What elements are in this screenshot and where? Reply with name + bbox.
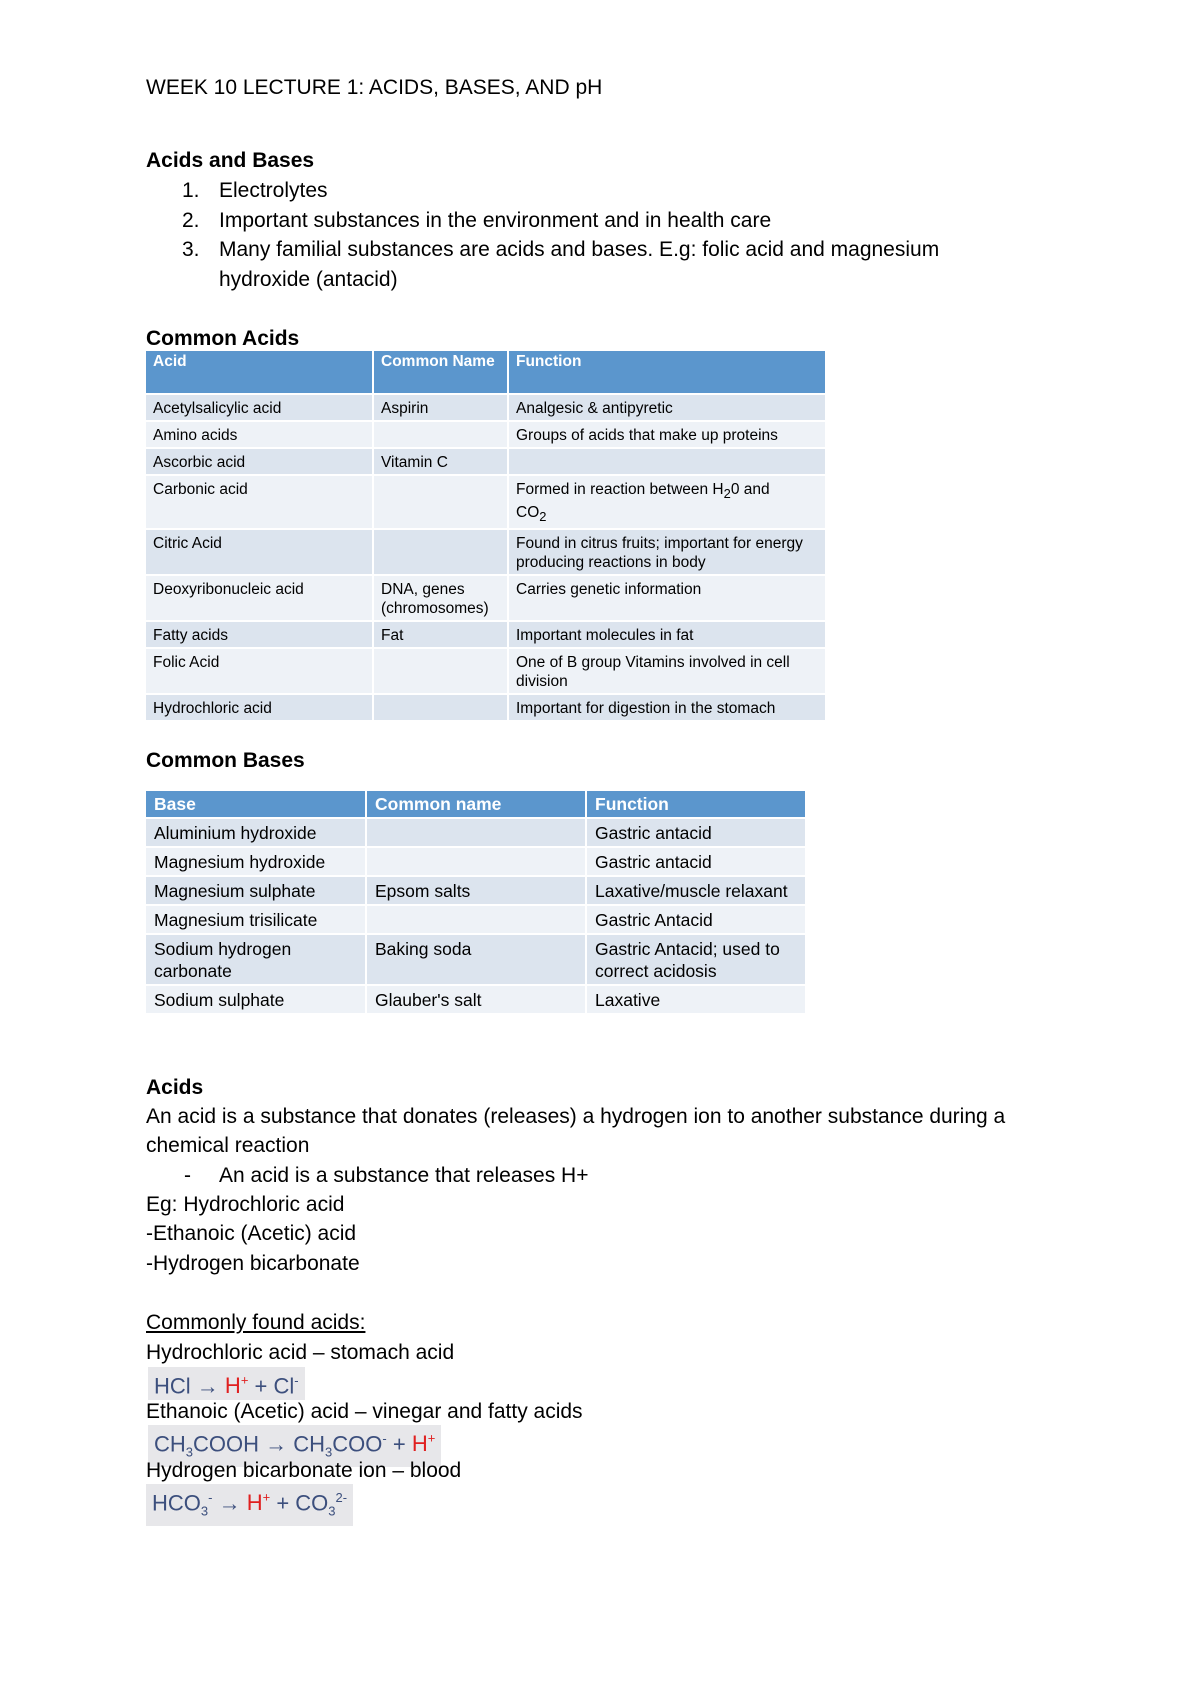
list-number: 3. — [182, 238, 200, 261]
table-cell: Baking soda — [366, 934, 586, 985]
table-cell: Fatty acids — [146, 621, 373, 648]
example-line: -Ethanoic (Acetic) acid — [146, 1222, 357, 1245]
table-cell — [373, 694, 508, 721]
table-cell: Gastric antacid — [586, 818, 806, 847]
table-row — [146, 818, 806, 847]
table-cell: Laxative/muscle relaxant — [586, 876, 806, 905]
table-row — [146, 575, 826, 621]
hcl-equation: HCl → H+ + Cl- — [148, 1367, 305, 1400]
table-cell — [508, 448, 826, 475]
table-cell: Magnesium hydroxide — [146, 847, 366, 876]
bases-header-common-name: Common name — [366, 791, 586, 818]
table-cell — [373, 475, 508, 529]
acids-and-bases-list — [146, 176, 1006, 294]
bicarb-label: Hydrogen bicarbonate ion – blood — [146, 1459, 462, 1482]
acid-bullet: An acid is a substance that releases H+ — [219, 1164, 589, 1187]
carbonic-function-cell: Formed in reaction between $H_20$ and $CO_2$ — [508, 475, 826, 529]
table-cell: Ascorbic acid — [146, 448, 373, 475]
table-cell — [373, 529, 508, 575]
example-line: -Hydrogen bicarbonate — [146, 1252, 360, 1275]
table-cell: Amino acids — [146, 421, 373, 448]
list-text: Important substances in the environment and in health care — [219, 208, 772, 232]
table-cell: Deoxyribonucleic acid — [146, 575, 373, 621]
example-line: Eg: Hydrochloric acid — [146, 1193, 345, 1216]
table-cell: Epsom salts — [366, 876, 586, 905]
page-title: WEEK 10 LECTURE 1: ACIDS, BASES, AND pH — [146, 76, 603, 99]
table-cell: Glauber's salt — [366, 985, 586, 1014]
list-text: Electrolytes — [219, 179, 328, 202]
common-acids-table — [146, 351, 827, 722]
table-row — [146, 985, 806, 1014]
table-cell: Magnesium sulphate — [146, 876, 366, 905]
acid-definition: An acid is a substance that donates (releases) a hydrogen ion to another substance during a chemical reaction — [146, 1105, 1006, 1157]
common-acids-heading: Common Acids — [146, 327, 300, 350]
list-number: 1. — [182, 179, 200, 202]
bullet-dash: - — [184, 1164, 191, 1187]
table-row — [146, 529, 826, 575]
table-row — [146, 448, 826, 475]
table-cell: Acetylsalicylic acid — [146, 394, 373, 421]
table-cell: Sodium sulphate — [146, 985, 366, 1014]
list-text: Many familial substances are acids and bases. E.g: folic acid and magnesium hydroxide (antacid) — [219, 238, 940, 291]
table-row — [146, 847, 806, 876]
acids-header-acid: Acid — [146, 351, 373, 394]
table-cell: Gastric Antacid; used to correct acidosis — [586, 934, 806, 985]
acids-and-bases-heading: Acids and Bases — [146, 149, 315, 172]
table-cell: Carbonic acid — [146, 475, 373, 529]
table-cell: Gastric antacid — [586, 847, 806, 876]
table-row — [146, 905, 806, 934]
table-cell: Vitamin C — [373, 448, 508, 475]
table-cell: Magnesium trisilicate — [146, 905, 366, 934]
table-cell: Aspirin — [373, 394, 508, 421]
common-bases-table — [146, 791, 807, 1015]
table-cell: Found in citrus fruits; important for energy producing reactions in body — [508, 529, 826, 575]
table-row — [146, 694, 826, 721]
table-cell — [366, 847, 586, 876]
table-row — [146, 648, 826, 694]
acids-heading: Acids — [146, 1076, 204, 1099]
table-row — [146, 621, 826, 648]
table-cell: Carries genetic information — [508, 575, 826, 621]
table-cell: One of B group Vitamins involved in cell division — [508, 648, 826, 694]
acetic-equation: $CH_3COOH \to CH_3COO^- + H^+$ — [148, 1425, 441, 1467]
table-cell: DNA, genes (chromosomes) — [373, 575, 508, 621]
table-cell: Sodium hydrogen carbonate — [146, 934, 366, 985]
table-row — [146, 876, 806, 905]
table-cell — [366, 818, 586, 847]
hcl-label: Hydrochloric acid – stomach acid — [146, 1341, 455, 1364]
table-row — [146, 421, 826, 448]
table-cell: Laxative — [586, 985, 806, 1014]
table-row — [146, 934, 806, 985]
table-cell: Aluminium hydroxide — [146, 818, 366, 847]
common-bases-heading: Common Bases — [146, 749, 305, 772]
table-cell: Fat — [373, 621, 508, 648]
bicarb-equation: $HCO_3^- \to H^+ + CO_3^{2-}$ — [146, 1484, 353, 1526]
table-cell: Groups of acids that make up proteins — [508, 421, 826, 448]
commonly-found-heading: Commonly found acids: — [146, 1311, 366, 1334]
list-number: 2. — [182, 208, 200, 232]
table-cell: Important molecules in fat — [508, 621, 826, 648]
acids-header-function: Function — [508, 351, 826, 394]
table-cell: Hydrochloric acid — [146, 694, 373, 721]
list-item — [146, 176, 1006, 206]
table-cell: Analgesic & antipyretic — [508, 394, 826, 421]
table-cell: Folic Acid — [146, 648, 373, 694]
table-cell: Gastric Antacid — [586, 905, 806, 934]
acetic-label: Ethanoic (Acetic) acid – vinegar and fatty acids — [146, 1400, 583, 1423]
table-cell — [373, 421, 508, 448]
table-cell: Important for digestion in the stomach — [508, 694, 826, 721]
table-cell: Citric Acid — [146, 529, 373, 575]
table-row — [146, 475, 826, 529]
list-item — [146, 206, 1006, 236]
list-item — [146, 235, 1006, 294]
table-cell — [366, 905, 586, 934]
bases-header-base: Base — [146, 791, 366, 818]
table-row — [146, 394, 826, 421]
acids-header-common-name: Common Name — [373, 351, 508, 394]
bases-header-function: Function — [586, 791, 806, 818]
table-cell — [373, 648, 508, 694]
